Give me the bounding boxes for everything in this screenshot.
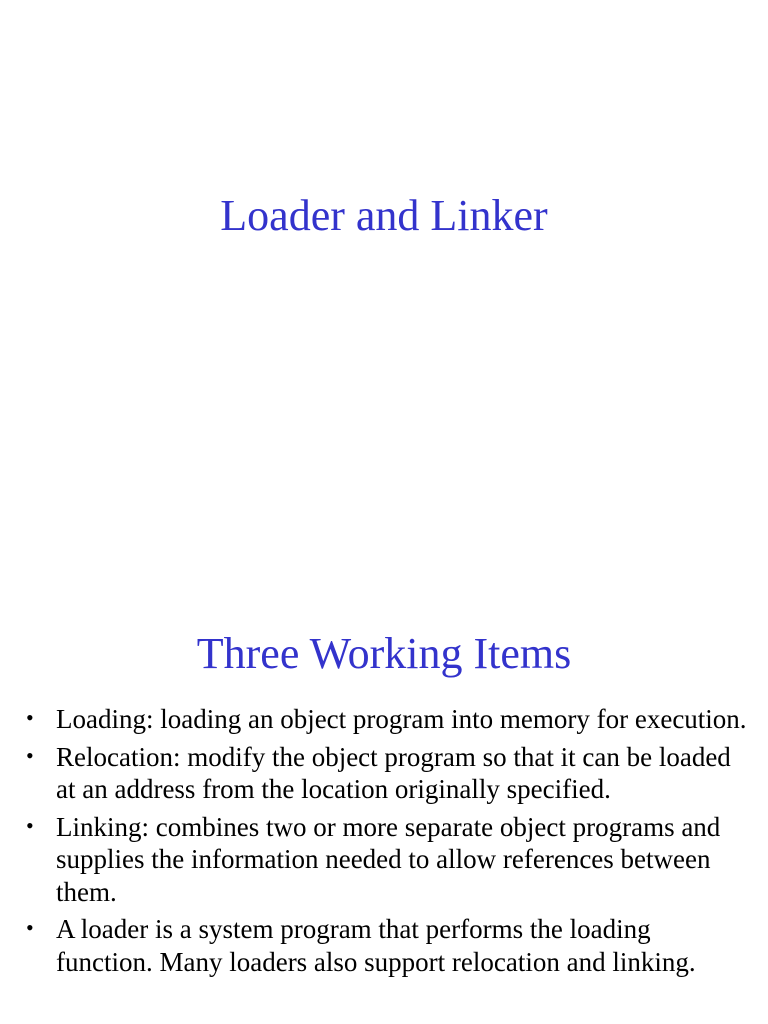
bullet-item-relocation — [0, 741, 768, 806]
bullet-icon: • — [26, 915, 34, 940]
bullet-icon: • — [26, 812, 34, 838]
bullet-item-loading — [0, 703, 768, 736]
slide-three-working-items — [0, 576, 768, 1024]
bullet-item-loader-definition — [0, 913, 768, 978]
slide-title: Loader and Linker — [220, 191, 548, 240]
bullet-list — [0, 703, 768, 983]
bullet-text: Relocation: modify the object program so that it can be loaded at an address from the location originally specified. — [56, 741, 731, 804]
bullet-text: Linking: combines two or more separate object programs and supplies the information needed to allow references between them. — [56, 811, 721, 907]
bullet-item-linking — [0, 811, 768, 909]
bullet-text: A loader is a system program that performs the loading function. Many loaders also support relocation and linking. — [56, 914, 696, 977]
bullet-icon: • — [26, 742, 34, 768]
bullet-icon: • — [26, 705, 34, 730]
slide-title: Three Working Items — [196, 629, 572, 678]
bullet-text: Loading: loading an object program into memory for execution. — [56, 704, 747, 734]
